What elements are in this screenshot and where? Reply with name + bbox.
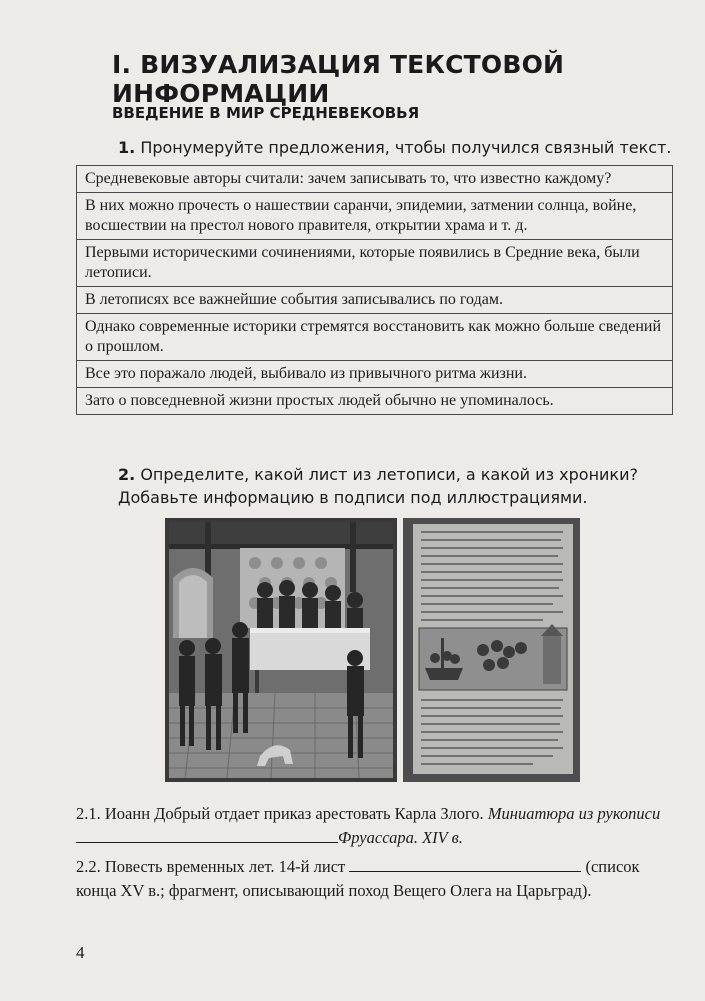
task-2-number: 2. [118,465,136,484]
sentence-cell: В них можно прочесть о нашествии саранчи, эпидемии, затмении солнца, войне, восшествии на престол нового правителя, открытии храма и т. д. [77,193,673,240]
page-number: 4 [76,943,85,962]
task-1-number: 1. [118,138,136,157]
sentence-row[interactable] [77,193,673,240]
answer-blank-1[interactable] [76,828,338,843]
caption-2-2-rest: (список конца XV в.; фрагмент, описывающий поход Вещего Олега на Царьград). [76,857,640,900]
sentence-row[interactable] [77,240,673,287]
sentence-row[interactable] [77,314,673,361]
caption-2-1-text: Иоанн Добрый отдает приказ арестовать Карла Злого. [104,804,484,823]
sentence-cell: В летописях все важнейшие события записывались по годам. [77,287,673,314]
sentence-cell: Зато о повседневной жизни простых людей обычно не упоминалось. [77,388,673,415]
sentence-cell: Первыми историческими сочинениями, которые появились в Средние века, были летописи. [77,240,673,287]
sentence-cell: Средневековые авторы считали: зачем записывать то, что известно каждому? [77,166,673,193]
sentences-table [76,165,673,415]
caption-2-1-italic-b: Фруассара. XIV в. [338,828,463,847]
sentence-row[interactable] [77,361,673,388]
sentence-row[interactable] [77,388,673,415]
caption-2-1-italic-a: Миниатюра из рукописи [487,804,661,823]
caption-2-2-text: Повесть временных лет. 14-й лист [104,857,346,876]
miniature-illustration [165,518,397,782]
task-2-text: Определите, какой лист из летописи, а какой из хроники? Добавьте информацию в подписи под иллюстрациями. [118,465,638,507]
section-heading: I. ВИЗУАЛИЗАЦИЯ ТЕКСТОВОЙ ИНФОРМАЦИИ [112,50,565,108]
miniature-image [165,518,397,782]
manuscript-image [403,518,580,782]
caption-2-1-number: 2.1. [76,804,101,823]
sentence-cell: Все это поражало людей, выбивало из привычного ритма жизни. [77,361,673,388]
task-2 [118,463,678,509]
sentence-cell: Однако современные историки стремятся восстановить как можно больше сведений о прошлом. [77,314,673,361]
sentence-row[interactable] [77,287,673,314]
sentence-row[interactable] [77,166,673,193]
caption-2-2 [76,855,676,903]
caption-2-1 [76,802,676,850]
task-1-text: Пронумеруйте предложения, чтобы получился связный текст. [140,138,672,157]
caption-2-2-number: 2.2. [76,857,101,876]
manuscript-illustration [403,518,580,782]
task-1 [118,136,672,159]
answer-blank-2[interactable] [349,857,581,872]
subsection-heading: ВВЕДЕНИЕ В МИР СРЕДНЕВЕКОВЬЯ [112,104,420,122]
